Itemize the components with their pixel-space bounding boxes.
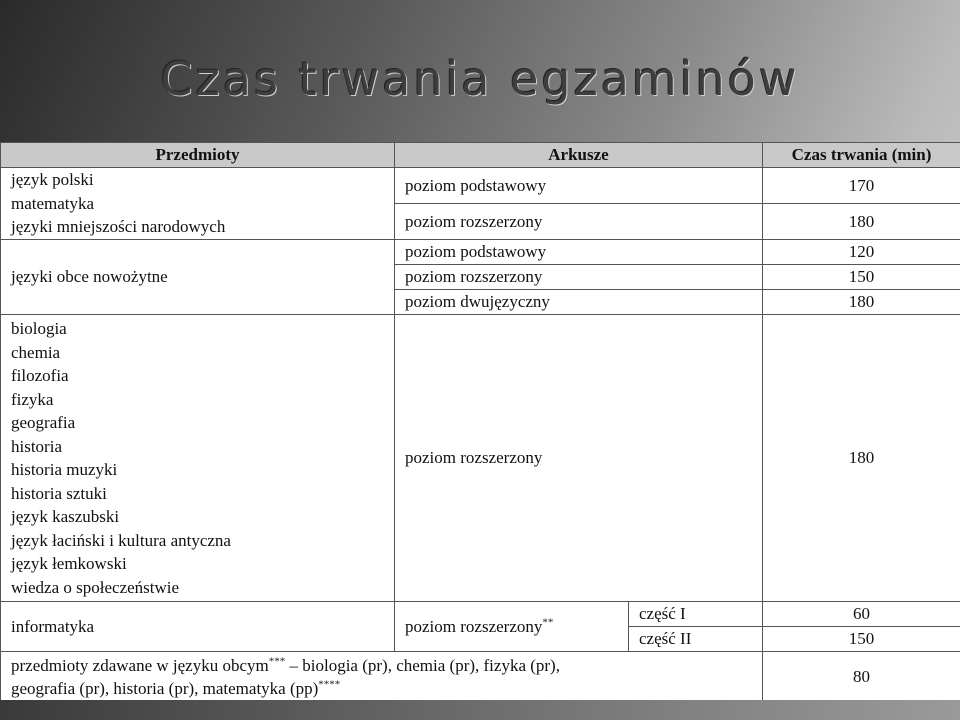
duration-cell: 180 bbox=[763, 204, 960, 240]
subject-item: języki mniejszości narodowych bbox=[11, 217, 226, 237]
note-text: geografia (pr), historia (pr), matematyka (pp) bbox=[11, 678, 319, 698]
table-row bbox=[1, 240, 960, 265]
sheet-label: poziom rozszerzony bbox=[405, 616, 543, 636]
subject-item: matematyka bbox=[11, 193, 95, 213]
exam-duration-table bbox=[0, 142, 960, 700]
slide-footer-band bbox=[0, 700, 960, 720]
table-row bbox=[1, 602, 960, 627]
subject-item: język łaciński i kultura antyczna bbox=[11, 530, 231, 550]
note-line bbox=[11, 656, 560, 675]
note-text: przedmioty zdawane w języku obcym bbox=[11, 655, 269, 675]
sheet-cell: poziom podstawowy bbox=[395, 240, 763, 265]
subjects-cell-group3 bbox=[1, 315, 395, 602]
table-header-row bbox=[1, 143, 960, 168]
duration-cell: 170 bbox=[763, 168, 960, 204]
subject-item: historia muzyki bbox=[11, 460, 118, 479]
subject-item: historia bbox=[11, 436, 62, 456]
subject-item: biologia bbox=[11, 319, 67, 338]
sheet-cell: poziom rozszerzony bbox=[395, 204, 763, 240]
slide-title: Czas trwania egzaminów bbox=[160, 52, 800, 106]
duration-cell: 180 bbox=[763, 290, 960, 315]
duration-cell: 150 bbox=[763, 265, 960, 290]
subject-item: geografia bbox=[11, 413, 76, 432]
duration-cell: 180 bbox=[763, 315, 960, 602]
subject-item: język polski bbox=[11, 170, 94, 190]
duration-cell: 80 bbox=[763, 652, 960, 701]
sheet-cell: poziom dwujęzyczny bbox=[395, 290, 763, 315]
footnote-mark: **** bbox=[318, 677, 341, 690]
sheet-cell: poziom rozszerzony bbox=[395, 265, 763, 290]
part-cell: część II bbox=[629, 627, 763, 652]
footnote-mark: ** bbox=[542, 616, 554, 629]
table-row bbox=[1, 168, 960, 204]
header-sheets: Arkusze bbox=[395, 143, 763, 168]
table-row bbox=[1, 652, 960, 701]
exam-duration-table-container bbox=[0, 142, 960, 700]
duration-cell: 60 bbox=[763, 602, 960, 627]
subject-item: język łemkowski bbox=[11, 554, 127, 573]
footnote-mark: *** bbox=[268, 654, 286, 667]
note-line bbox=[11, 679, 340, 698]
subject-item: język kaszubski bbox=[11, 507, 120, 526]
duration-cell: 120 bbox=[763, 240, 960, 265]
header-subjects: Przedmioty bbox=[1, 143, 395, 168]
subject-cell-informatics: informatyka bbox=[1, 602, 395, 652]
header-duration: Czas trwania (min) bbox=[763, 143, 960, 168]
subject-item: chemia bbox=[11, 342, 61, 362]
subject-item: fizyka bbox=[11, 389, 54, 409]
foreign-language-subjects-cell bbox=[1, 652, 763, 701]
part-cell: część I bbox=[629, 602, 763, 627]
duration-cell: 150 bbox=[763, 627, 960, 652]
sheet-cell: poziom podstawowy bbox=[395, 168, 763, 204]
subject-item: wiedza o społeczeństwie bbox=[11, 577, 180, 597]
subjects-cell-group1 bbox=[1, 168, 395, 240]
note-text: – biologia (pr), chemia (pr), fizyka (pr), bbox=[285, 655, 560, 675]
table-row bbox=[1, 315, 960, 602]
subject-cell-foreign-languages: języki obce nowożytne bbox=[1, 240, 395, 315]
sheet-cell: poziom rozszerzony bbox=[395, 315, 763, 602]
subject-item: historia sztuki bbox=[11, 483, 107, 503]
sheet-cell-informatics bbox=[395, 602, 629, 652]
subject-item: filozofia bbox=[11, 366, 69, 385]
